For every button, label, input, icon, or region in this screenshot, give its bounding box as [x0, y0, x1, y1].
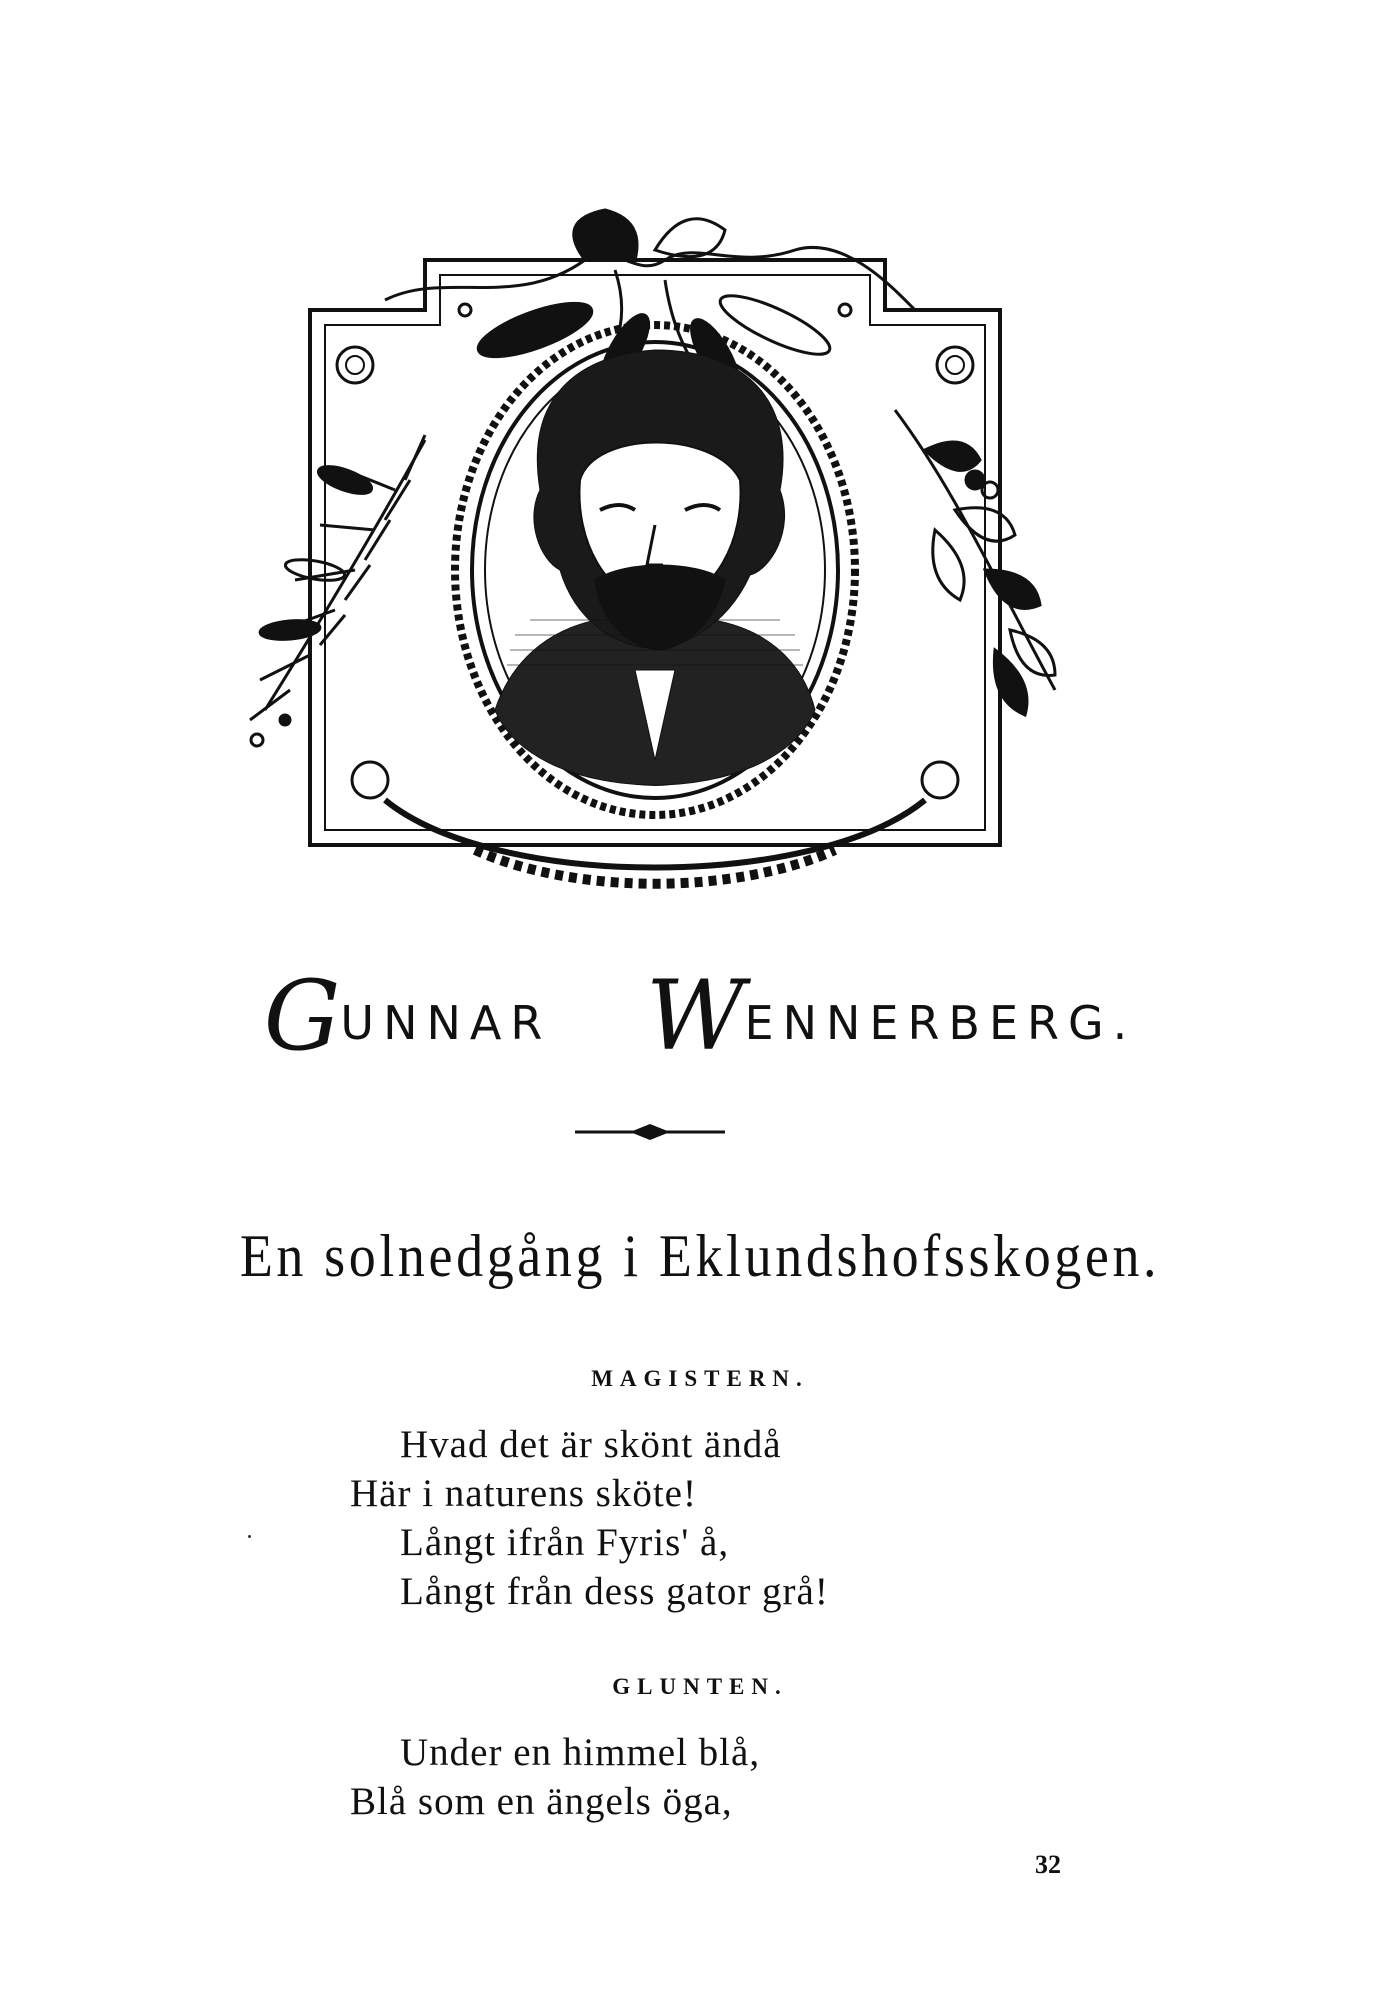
portrait-bust — [495, 350, 815, 785]
poem-title: En solnedgång i Eklundshofsskogen. — [239, 1223, 1161, 1289]
divider-ornament — [575, 1120, 725, 1144]
verse-line: Blå som en ängels öga, — [350, 1780, 733, 1823]
author-last-initial: W — [645, 960, 745, 1072]
page-number: 32 — [1035, 1850, 1061, 1879]
speaker-label: MAGISTERN. — [591, 1366, 809, 1391]
verse-line: Här i naturens sköte! — [350, 1472, 697, 1515]
verse-line: Hvad det är skönt ändå — [400, 1423, 782, 1466]
laurel-branch-left — [250, 435, 425, 746]
author-last-name-rest: ENNERBERG. — [744, 996, 1137, 1050]
author-name — [0, 960, 1400, 1072]
oak-branch-right — [895, 410, 1055, 715]
verse-line: Under en himmel blå, — [400, 1731, 761, 1774]
portrait-engraving — [195, 150, 1115, 940]
author-first-name-rest: UNNAR — [340, 996, 552, 1050]
speaker-label: GLUNTEN. — [612, 1674, 788, 1699]
print-speck — [248, 1535, 251, 1538]
author-first-initial: G — [263, 960, 341, 1072]
verse-line: Långt ifrån Fyris' å, — [400, 1521, 730, 1564]
verse-line: Långt från dess gator grå! — [400, 1570, 829, 1613]
